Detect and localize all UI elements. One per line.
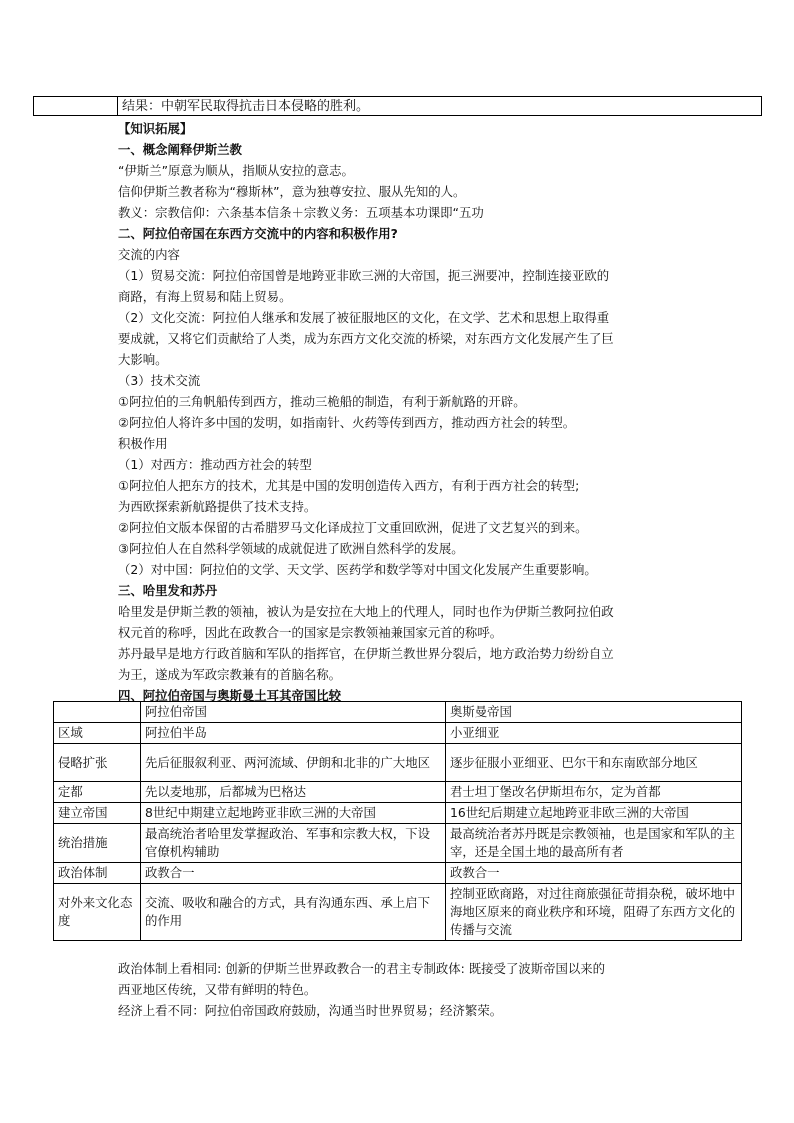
row-label-cell: 建立帝国 bbox=[54, 803, 141, 824]
table-header-cell: 奥斯曼帝国 bbox=[446, 702, 742, 723]
text-line: “伊斯兰”原意为顺从，指顺从安拉的意志。 bbox=[118, 163, 354, 178]
text-line: 苏丹最早是地方行政首脑和军队的指挥官，在伊斯兰教世界分裂后，地方政治势力纷纷自立 bbox=[118, 646, 614, 661]
table-cell: 交流、吸收和融合的方式，具有沟通东西、承上启下的作用 bbox=[141, 884, 446, 941]
table-row bbox=[54, 863, 742, 884]
table-header-cell bbox=[54, 702, 141, 723]
text-line: 为西欧探索新航路提供了技术支持。 bbox=[118, 499, 317, 514]
table-cell: 君士坦丁堡改名伊斯坦布尔，定为首都 bbox=[446, 782, 742, 803]
text-line: 权元首的称呼，因此在政教合一的国家是宗教领袖兼国家元首的称呼。 bbox=[118, 625, 503, 640]
text-line: ①阿拉伯的三角帆船传到西方，推动三桅船的制造，有利于新航路的开辟。 bbox=[118, 394, 526, 409]
table-cell: 控制亚欧商路，对过往商旅强征苛捐杂税，破坏地中海地区原来的商业秩序和环境，阻碍了东西方文化的传播与交流 bbox=[446, 884, 742, 941]
empire-comparison-table bbox=[53, 701, 742, 941]
table-cell: 政教合一 bbox=[446, 863, 742, 884]
text-line: 哈里发是伊斯兰教的领袖，被认为是安拉在大地上的代理人，同时也作为伊斯兰教阿拉伯政 bbox=[118, 604, 614, 619]
text-line: （3）技术交流 bbox=[118, 373, 201, 388]
table-divider bbox=[117, 97, 118, 115]
table-header-row bbox=[54, 702, 742, 723]
text-line: 要成就，又将它们贡献给了人类，成为东西方文化交流的桥梁，对东西方文化发展产生了巨 bbox=[118, 331, 614, 346]
text-line: （1）对西方：推动西方社会的转型 bbox=[118, 457, 312, 472]
text-line: 经济上看不同：阿拉伯帝国政府鼓励，沟通当时世界贸易；经济繁荣。 bbox=[118, 1003, 503, 1018]
text-line: 西亚地区传统，又带有鲜明的特色。 bbox=[118, 982, 317, 997]
table-row bbox=[54, 884, 742, 941]
row-label-cell: 侵略扩张 bbox=[54, 744, 141, 782]
table-cell: 先以麦地那，后都城为巴格达 bbox=[141, 782, 446, 803]
section-heading: 三、哈里发和苏丹 bbox=[118, 583, 218, 598]
text-line: ②阿拉伯文版本保留的古希腊罗马文化译成拉丁文重回欧洲，促进了文艺复兴的到来。 bbox=[118, 520, 588, 535]
text-line: 教义：宗教信仰：六条基本信条＋宗教义务：五项基本功课即“五功 bbox=[118, 205, 484, 220]
text-line: 政治体制上看相同: 创新的伊斯兰世界政教合一的君主专制政体: 既接受了波斯帝国以来的 bbox=[118, 961, 606, 976]
table-cell: 小亚细亚 bbox=[446, 723, 742, 744]
table-cell: 16世纪后期建立起地跨亚非欧三洲的大帝国 bbox=[446, 803, 742, 824]
text-line: 交流的内容 bbox=[118, 247, 180, 262]
table-row bbox=[54, 744, 742, 782]
section-heading: 一、概念阐释伊斯兰教 bbox=[118, 142, 242, 157]
section-heading: 二、阿拉伯帝国在东西方交流中的内容和积极作用? bbox=[118, 226, 398, 241]
text-line: 商路，有海上贸易和陆上贸易。 bbox=[118, 289, 292, 304]
row-label-cell: 定都 bbox=[54, 782, 141, 803]
table-cell: 先后征服叙利亚、两河流域、伊朗和北非的广大地区 bbox=[141, 744, 446, 782]
text-line: 信仰伊斯兰教者称为“穆斯林”，意为独尊安拉、服从先知的人。 bbox=[118, 184, 466, 199]
table-row bbox=[54, 803, 742, 824]
section-heading: 【知识拓展】 bbox=[118, 121, 193, 136]
table-cell: 最高统治者哈里发掌握政治、军事和宗教大权，下设官僚机构辅助 bbox=[141, 824, 446, 863]
top-table-fragment bbox=[33, 96, 762, 116]
section-heading: 四、阿拉伯帝国与奥斯曼土耳其帝国比较 bbox=[118, 688, 342, 703]
top-table-result-text: 结果：中朝军民取得抗击日本侵略的胜利。 bbox=[122, 99, 370, 114]
text-line: ②阿拉伯人将许多中国的发明，如指南针、火药等传到西方，推动西方社会的转型。 bbox=[118, 415, 576, 430]
table-cell: 阿拉伯半岛 bbox=[141, 723, 446, 744]
text-line: （2）文化交流：阿拉伯人继承和发展了被征服地区的文化，在文学、艺术和思想上取得重 bbox=[118, 310, 610, 325]
table-row bbox=[54, 782, 742, 803]
text-line: ③阿拉伯人在自然科学领域的成就促进了欧洲自然科学的发展。 bbox=[118, 541, 464, 556]
table-cell: 8世纪中期建立起地跨亚非欧三洲的大帝国 bbox=[141, 803, 446, 824]
text-line: ①阿拉伯人把东方的技术，尤其是中国的发明创造传入西方，有利于西方社会的转型; bbox=[118, 478, 580, 493]
row-label-cell: 统治措施 bbox=[54, 824, 141, 863]
table-cell: 逐步征服小亚细亚、巴尔干和东南欧部分地区 bbox=[446, 744, 742, 782]
text-line: 积极作用 bbox=[118, 436, 168, 451]
text-line: 为王，遂成为军政宗教兼有的首脑名称。 bbox=[118, 667, 342, 682]
text-line: （2）对中国：阿拉伯的文学、天文学、医药学和数学等对中国文化发展产生重要影响。 bbox=[118, 562, 597, 577]
table-cell: 最高统治者苏丹既是宗教领袖，也是国家和军队的主宰，还是全国土地的最高所有者 bbox=[446, 824, 742, 863]
row-label-cell: 政治体制 bbox=[54, 863, 141, 884]
row-label-cell: 区域 bbox=[54, 723, 141, 744]
table-cell: 政教合一 bbox=[141, 863, 446, 884]
table-row bbox=[54, 824, 742, 863]
text-line: 大影响。 bbox=[118, 352, 168, 367]
knowledge-expansion-section bbox=[118, 118, 678, 706]
text-line: （1）贸易交流：阿拉伯帝国曾是地跨亚非欧三洲的大帝国，扼三洲要冲，控制连接亚欧的 bbox=[118, 268, 610, 283]
comparison-summary bbox=[118, 958, 718, 1021]
row-label-cell: 对外来文化态度 bbox=[54, 884, 141, 941]
table-header-cell: 阿拉伯帝国 bbox=[141, 702, 446, 723]
table-row bbox=[54, 723, 742, 744]
